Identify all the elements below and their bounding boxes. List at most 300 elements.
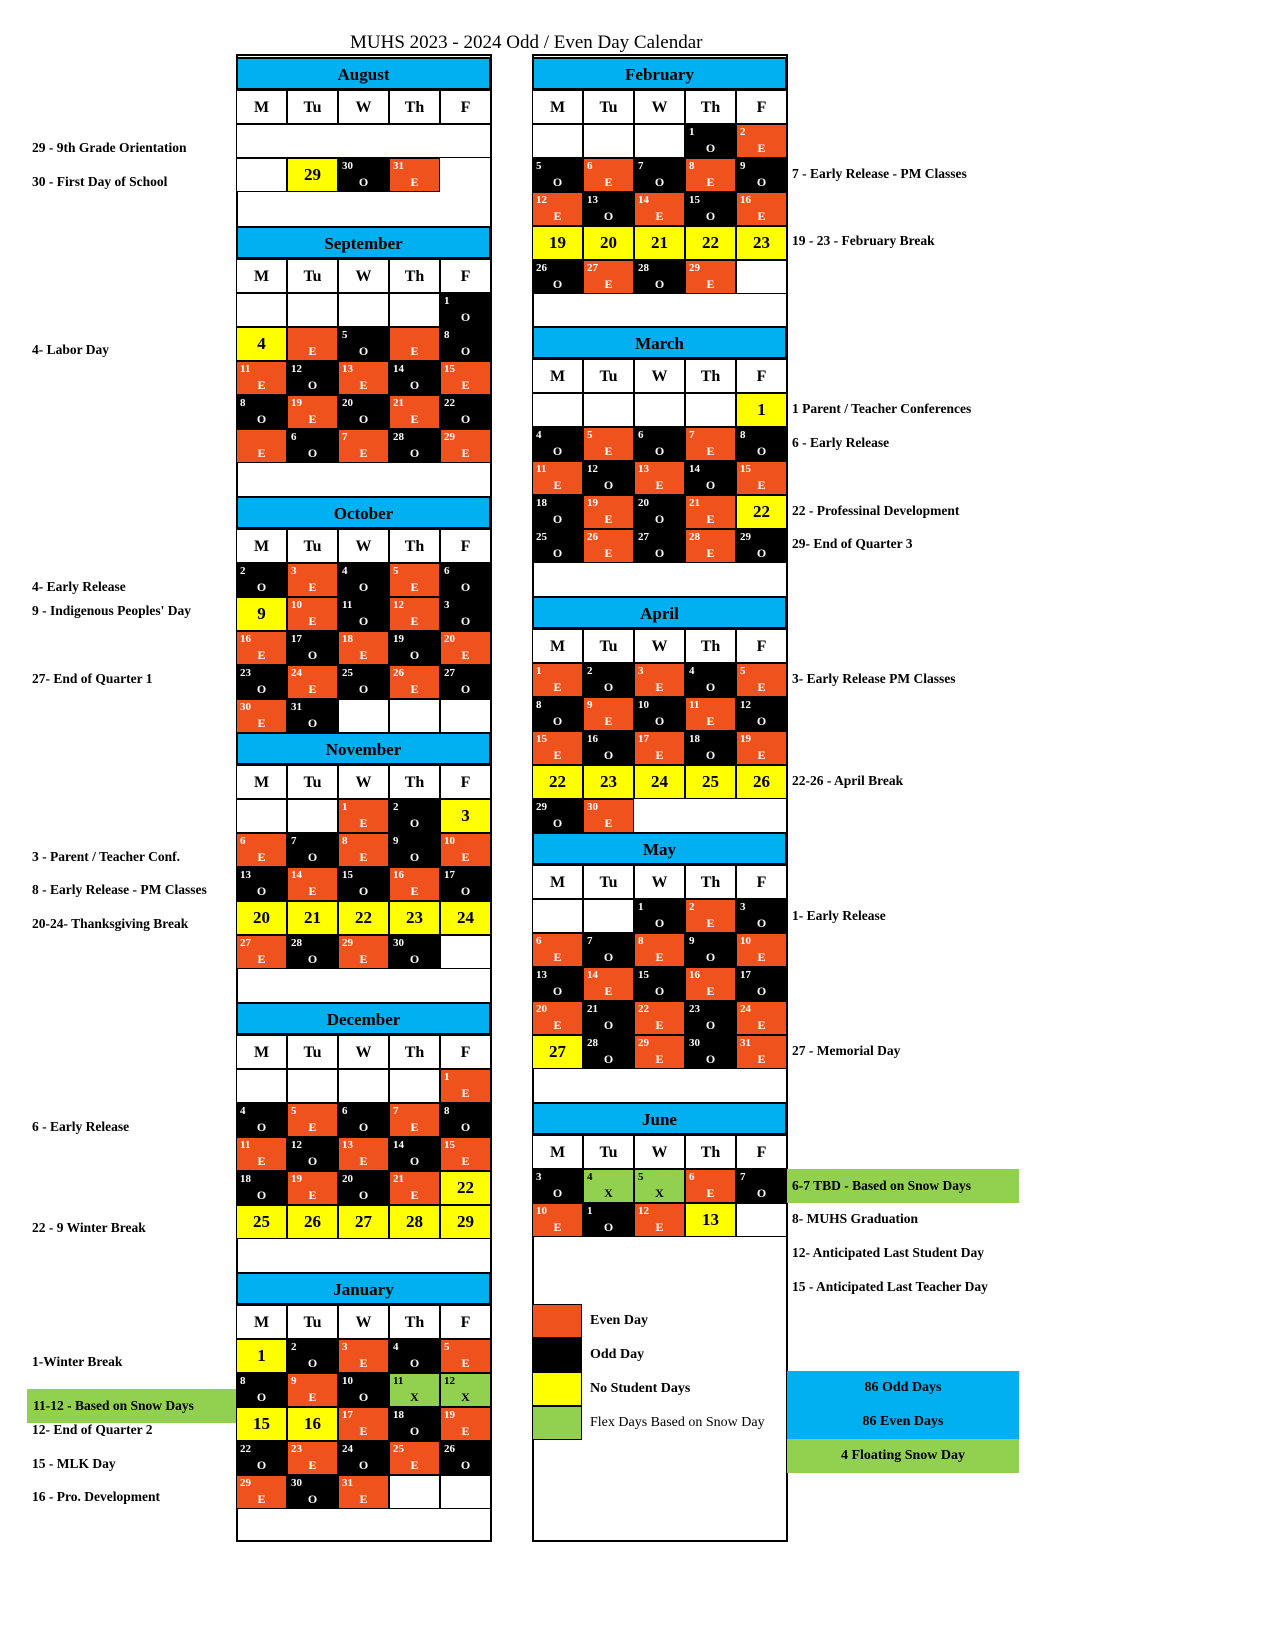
day-number: 14 bbox=[689, 463, 700, 475]
day-cell bbox=[583, 697, 634, 731]
day-number: 31 bbox=[393, 160, 404, 172]
day-cell bbox=[389, 935, 440, 969]
day-code: E bbox=[410, 175, 419, 189]
day-code: E bbox=[257, 1492, 266, 1506]
day-number: 4 bbox=[393, 1341, 399, 1353]
day-code: O bbox=[603, 478, 614, 492]
day-number: 1 bbox=[342, 801, 348, 813]
day-number: 16 bbox=[689, 969, 700, 981]
day-number: 27 bbox=[549, 1042, 566, 1061]
day-number: 8 bbox=[638, 935, 644, 947]
weekday-header: M bbox=[236, 765, 287, 799]
day-number: 27 bbox=[355, 1212, 372, 1231]
day-number: 15 bbox=[638, 969, 649, 981]
day-code: O bbox=[654, 444, 665, 458]
day-number: 15 bbox=[342, 869, 353, 881]
weekday-header: F bbox=[736, 865, 787, 899]
day-number: 6 bbox=[291, 431, 297, 443]
day-code: E bbox=[359, 816, 368, 830]
day-code: E bbox=[757, 748, 766, 762]
day-code: E bbox=[461, 1086, 470, 1100]
month-header-february: February bbox=[532, 57, 787, 90]
day-cell bbox=[338, 293, 389, 327]
right-note: 22-26 - April Break bbox=[792, 773, 904, 788]
day-code: O bbox=[705, 748, 716, 762]
weekday-header: M bbox=[236, 529, 287, 563]
day-number: 18 bbox=[536, 497, 547, 509]
day-number: 9 bbox=[393, 835, 399, 847]
day-cell bbox=[685, 731, 736, 765]
day-cell bbox=[287, 327, 338, 361]
weekday-header: Tu bbox=[287, 765, 338, 799]
day-cell bbox=[236, 395, 287, 429]
day-code: O bbox=[654, 916, 665, 930]
legend-swatch-flex bbox=[532, 1406, 582, 1440]
day-cell bbox=[583, 1169, 634, 1203]
day-cell bbox=[736, 529, 787, 563]
day-cell bbox=[338, 327, 389, 361]
day-cell bbox=[583, 765, 634, 799]
day-cell bbox=[338, 158, 389, 192]
day-number: 18 bbox=[393, 1409, 404, 1421]
day-cell bbox=[236, 901, 287, 935]
day-number: 9 bbox=[689, 935, 695, 947]
day-code: O bbox=[603, 680, 614, 694]
weekday-header: F bbox=[736, 90, 787, 124]
day-cell bbox=[583, 495, 634, 529]
day-code: E bbox=[706, 916, 715, 930]
day-number: 23 bbox=[240, 667, 251, 679]
day-number: 28 bbox=[587, 1037, 598, 1049]
day-code: O bbox=[756, 714, 767, 728]
day-code: O bbox=[307, 952, 318, 966]
day-number: 18 bbox=[342, 633, 353, 645]
day-number: 23 bbox=[753, 233, 770, 252]
day-number: 30 bbox=[342, 160, 353, 172]
day-number: 3 bbox=[291, 565, 297, 577]
day-cell bbox=[685, 427, 736, 461]
day-code: O bbox=[460, 884, 471, 898]
day-cell bbox=[532, 158, 583, 192]
day-cell bbox=[338, 1103, 389, 1137]
day-number: 19 bbox=[393, 633, 404, 645]
day-number: 12 bbox=[536, 194, 547, 206]
left-note: 3 - Parent / Teacher Conf. bbox=[32, 849, 180, 864]
day-number: 24 bbox=[342, 1443, 353, 1455]
day-code: E bbox=[410, 1458, 419, 1472]
day-cell bbox=[440, 665, 491, 699]
day-code: O bbox=[756, 444, 767, 458]
weekday-header: M bbox=[532, 865, 583, 899]
day-number: 22 bbox=[444, 397, 455, 409]
day-cell bbox=[440, 1441, 491, 1475]
day-code: E bbox=[757, 1018, 766, 1032]
day-code: E bbox=[706, 546, 715, 560]
weekday-header: F bbox=[736, 359, 787, 393]
day-code: O bbox=[409, 378, 420, 392]
day-cell bbox=[389, 1171, 440, 1205]
day-cell bbox=[389, 361, 440, 395]
weekday-header: M bbox=[532, 1135, 583, 1169]
day-cell bbox=[389, 901, 440, 935]
day-cell bbox=[532, 765, 583, 799]
day-number: 15 bbox=[536, 733, 547, 745]
day-number: 23 bbox=[600, 772, 617, 791]
day-cell bbox=[236, 1339, 287, 1373]
day-cell bbox=[440, 1475, 491, 1509]
day-number: 22 bbox=[549, 772, 566, 791]
day-code: O bbox=[552, 714, 563, 728]
day-cell bbox=[532, 731, 583, 765]
day-number: 22 bbox=[702, 233, 719, 252]
day-code: E bbox=[553, 478, 562, 492]
weekday-header: Tu bbox=[583, 359, 634, 393]
day-number: 29 bbox=[638, 1037, 649, 1049]
day-number: 11 bbox=[393, 1375, 404, 1387]
day-number: 7 bbox=[638, 160, 644, 172]
day-cell bbox=[583, 529, 634, 563]
day-number: 14 bbox=[393, 1139, 404, 1151]
day-number: 17 bbox=[444, 869, 455, 881]
left-note: 15 - MLK Day bbox=[32, 1456, 116, 1471]
day-code: O bbox=[654, 984, 665, 998]
day-number: 13 bbox=[342, 363, 353, 375]
day-number: 21 bbox=[393, 397, 404, 409]
day-cell bbox=[532, 1001, 583, 1035]
day-number: 19 bbox=[291, 1173, 302, 1185]
weekday-header: W bbox=[338, 529, 389, 563]
day-cell bbox=[736, 461, 787, 495]
day-number: 8 bbox=[536, 699, 542, 711]
month-header-may: May bbox=[532, 832, 787, 865]
day-code: E bbox=[706, 512, 715, 526]
day-code: E bbox=[410, 580, 419, 594]
day-number: 11 bbox=[342, 599, 353, 611]
month-header-june: June bbox=[532, 1102, 787, 1135]
day-number: 1 bbox=[689, 126, 695, 138]
day-code: O bbox=[552, 1186, 563, 1200]
day-code: E bbox=[257, 378, 266, 392]
day-number: 11 bbox=[536, 463, 547, 475]
weekday-header: F bbox=[440, 765, 491, 799]
day-number: 23 bbox=[291, 1443, 302, 1455]
day-number: 27 bbox=[444, 667, 455, 679]
weekday-header: Th bbox=[389, 90, 440, 124]
day-number: 8 bbox=[342, 835, 348, 847]
day-code: O bbox=[654, 714, 665, 728]
day-code: E bbox=[308, 1458, 317, 1472]
day-code: E bbox=[410, 1120, 419, 1134]
day-cell bbox=[685, 158, 736, 192]
day-cell bbox=[287, 1475, 338, 1509]
day-code: O bbox=[705, 478, 716, 492]
day-number: 29 bbox=[304, 165, 321, 184]
day-code: E bbox=[706, 277, 715, 291]
day-cell bbox=[236, 799, 287, 833]
day-code: E bbox=[308, 1390, 317, 1404]
day-code: O bbox=[409, 1154, 420, 1168]
day-cell bbox=[287, 935, 338, 969]
weekday-header: Tu bbox=[583, 865, 634, 899]
day-number: 26 bbox=[304, 1212, 321, 1231]
day-code: E bbox=[410, 614, 419, 628]
weekday-header: W bbox=[338, 90, 389, 124]
right-note: 8- MUHS Graduation bbox=[792, 1211, 919, 1226]
day-number: 22 bbox=[638, 1003, 649, 1015]
day-cell bbox=[532, 260, 583, 294]
day-number: 7 bbox=[689, 429, 695, 441]
day-cell bbox=[236, 1373, 287, 1407]
day-code: E bbox=[706, 175, 715, 189]
month-header-august: August bbox=[236, 57, 491, 90]
day-number: 24 bbox=[740, 1003, 751, 1015]
day-cell bbox=[736, 260, 787, 294]
day-number: 16 bbox=[740, 194, 751, 206]
weekday-header: W bbox=[338, 765, 389, 799]
day-cell bbox=[389, 665, 440, 699]
day-cell bbox=[287, 665, 338, 699]
day-code: E bbox=[461, 446, 470, 460]
day-cell bbox=[287, 597, 338, 631]
day-cell bbox=[736, 1203, 787, 1237]
day-cell bbox=[634, 461, 685, 495]
day-number: 15 bbox=[444, 363, 455, 375]
day-code: O bbox=[256, 1390, 267, 1404]
day-code: O bbox=[358, 614, 369, 628]
day-number: 26 bbox=[536, 262, 547, 274]
day-code: E bbox=[359, 1154, 368, 1168]
day-number: 15 bbox=[253, 1414, 270, 1433]
weekday-header: F bbox=[440, 259, 491, 293]
day-number: 29 bbox=[240, 1477, 251, 1489]
day-number: 20 bbox=[342, 397, 353, 409]
day-cell bbox=[389, 1407, 440, 1441]
day-code: O bbox=[603, 950, 614, 964]
day-number: 3 bbox=[444, 599, 450, 611]
day-code: O bbox=[603, 1052, 614, 1066]
day-code: E bbox=[553, 950, 562, 964]
day-cell bbox=[736, 933, 787, 967]
weekday-header: F bbox=[440, 529, 491, 563]
day-cell bbox=[338, 1339, 389, 1373]
day-cell bbox=[685, 393, 736, 427]
calendar-blank-row bbox=[236, 124, 491, 158]
weekday-header: Tu bbox=[287, 1305, 338, 1339]
stats-box: 86 Odd Days bbox=[787, 1371, 1019, 1405]
day-number: 29 bbox=[536, 801, 547, 813]
day-code: E bbox=[461, 1154, 470, 1168]
day-code: E bbox=[359, 1356, 368, 1370]
day-code: E bbox=[757, 141, 766, 155]
day-number: 18 bbox=[240, 1173, 251, 1185]
day-number: 21 bbox=[587, 1003, 598, 1015]
day-code: E bbox=[257, 716, 266, 730]
day-code: O bbox=[460, 412, 471, 426]
day-cell bbox=[736, 697, 787, 731]
day-cell bbox=[440, 1373, 491, 1407]
day-number: 10 bbox=[444, 835, 455, 847]
day-code: O bbox=[552, 546, 563, 560]
day-code: E bbox=[706, 714, 715, 728]
day-cell bbox=[287, 1407, 338, 1441]
weekday-header: W bbox=[634, 90, 685, 124]
day-cell bbox=[389, 1475, 440, 1509]
day-cell bbox=[236, 1171, 287, 1205]
day-number: 15 bbox=[689, 194, 700, 206]
right-note: 1- Early Release bbox=[792, 908, 886, 923]
day-number: 5 bbox=[536, 160, 542, 172]
day-number: 5 bbox=[638, 1171, 644, 1183]
day-cell bbox=[634, 529, 685, 563]
left-note: 11-12 - Based on Snow Days bbox=[27, 1389, 236, 1423]
day-cell bbox=[287, 1373, 338, 1407]
day-code: E bbox=[757, 1052, 766, 1066]
day-number: 20 bbox=[536, 1003, 547, 1015]
day-cell bbox=[532, 461, 583, 495]
month-header-october: October bbox=[236, 496, 491, 529]
day-number: 7 bbox=[393, 1105, 399, 1117]
day-code: E bbox=[604, 512, 613, 526]
day-cell bbox=[685, 967, 736, 1001]
day-code: E bbox=[359, 952, 368, 966]
day-code: O bbox=[409, 1424, 420, 1438]
day-cell bbox=[338, 429, 389, 463]
right-note: 27 - Memorial Day bbox=[792, 1043, 901, 1058]
day-number: 21 bbox=[689, 497, 700, 509]
legend-swatch-odd bbox=[532, 1338, 582, 1372]
day-cell bbox=[338, 799, 389, 833]
day-number: 20 bbox=[253, 908, 270, 927]
day-code: E bbox=[257, 952, 266, 966]
day-cell bbox=[685, 529, 736, 563]
day-code: E bbox=[655, 748, 664, 762]
day-cell bbox=[236, 1069, 287, 1103]
day-cell bbox=[736, 495, 787, 529]
weekday-header: W bbox=[634, 629, 685, 663]
day-cell bbox=[532, 967, 583, 1001]
day-cell bbox=[440, 799, 491, 833]
day-cell bbox=[236, 1475, 287, 1509]
day-code: O bbox=[358, 682, 369, 696]
day-cell bbox=[736, 427, 787, 461]
day-cell bbox=[236, 158, 287, 192]
day-number: 2 bbox=[740, 126, 746, 138]
day-cell bbox=[532, 124, 583, 158]
day-number: 6 bbox=[689, 1171, 695, 1183]
day-number: 4 bbox=[536, 429, 542, 441]
day-cell bbox=[685, 1169, 736, 1203]
day-code: E bbox=[604, 444, 613, 458]
weekday-header: M bbox=[532, 359, 583, 393]
day-code: E bbox=[655, 950, 664, 964]
day-number: 14 bbox=[638, 194, 649, 206]
day-number: 30 bbox=[393, 937, 404, 949]
day-code: O bbox=[460, 580, 471, 594]
day-cell bbox=[287, 429, 338, 463]
weekday-header: M bbox=[532, 629, 583, 663]
day-number: 27 bbox=[587, 262, 598, 274]
day-cell bbox=[338, 1069, 389, 1103]
day-cell bbox=[583, 226, 634, 260]
day-cell bbox=[236, 1205, 287, 1239]
day-number: 16 bbox=[587, 733, 598, 745]
day-number: 19 bbox=[444, 1409, 455, 1421]
day-code: O bbox=[307, 1492, 318, 1506]
day-code: O bbox=[307, 716, 318, 730]
day-code: O bbox=[307, 850, 318, 864]
day-code: E bbox=[308, 682, 317, 696]
day-number: 28 bbox=[291, 937, 302, 949]
day-cell bbox=[532, 192, 583, 226]
day-cell bbox=[389, 158, 440, 192]
day-number: 27 bbox=[240, 937, 251, 949]
day-cell bbox=[736, 899, 787, 933]
day-number: 20 bbox=[600, 233, 617, 252]
day-number: 29 bbox=[444, 431, 455, 443]
day-cell bbox=[287, 1171, 338, 1205]
day-cell bbox=[236, 665, 287, 699]
day-cell bbox=[389, 799, 440, 833]
weekday-header: F bbox=[440, 1035, 491, 1069]
month-header-april: April bbox=[532, 596, 787, 629]
day-number: 13 bbox=[587, 194, 598, 206]
day-cell bbox=[532, 933, 583, 967]
day-cell bbox=[338, 631, 389, 665]
day-code: O bbox=[409, 1356, 420, 1370]
left-note: 12- End of Quarter 2 bbox=[32, 1422, 153, 1437]
day-code: E bbox=[461, 850, 470, 864]
day-cell bbox=[338, 665, 389, 699]
legend-label: Flex Days Based on Snow Day bbox=[590, 1415, 765, 1430]
day-number: 20 bbox=[444, 633, 455, 645]
day-cell bbox=[287, 867, 338, 901]
left-note: 4- Early Release bbox=[32, 579, 126, 594]
day-number: 2 bbox=[587, 665, 593, 677]
day-cell bbox=[338, 901, 389, 935]
day-cell bbox=[338, 395, 389, 429]
day-number: 24 bbox=[291, 667, 302, 679]
day-code: E bbox=[553, 1018, 562, 1032]
day-code: E bbox=[604, 714, 613, 728]
day-cell bbox=[389, 395, 440, 429]
day-code: E bbox=[655, 680, 664, 694]
day-cell bbox=[338, 1475, 389, 1509]
day-cell bbox=[338, 1171, 389, 1205]
day-code: E bbox=[706, 444, 715, 458]
day-cell bbox=[236, 833, 287, 867]
day-code: E bbox=[655, 209, 664, 223]
day-cell bbox=[634, 1001, 685, 1035]
day-cell bbox=[440, 901, 491, 935]
weekday-header: Tu bbox=[583, 90, 634, 124]
day-code: E bbox=[257, 446, 266, 460]
day-number: 19 bbox=[740, 733, 751, 745]
day-cell bbox=[685, 226, 736, 260]
day-code: E bbox=[257, 850, 266, 864]
day-number: 10 bbox=[536, 1205, 547, 1217]
day-cell bbox=[634, 158, 685, 192]
weekday-header: Th bbox=[389, 259, 440, 293]
left-note: 20-24- Thanksgiving Break bbox=[32, 916, 189, 931]
day-cell bbox=[736, 158, 787, 192]
weekday-header: Tu bbox=[583, 629, 634, 663]
left-note: 29 - 9th Grade Orientation bbox=[32, 140, 187, 155]
day-number: 29 bbox=[689, 262, 700, 274]
weekday-header: W bbox=[634, 865, 685, 899]
weekday-header: Th bbox=[389, 529, 440, 563]
weekday-header: Tu bbox=[287, 90, 338, 124]
day-number: 12 bbox=[587, 463, 598, 475]
